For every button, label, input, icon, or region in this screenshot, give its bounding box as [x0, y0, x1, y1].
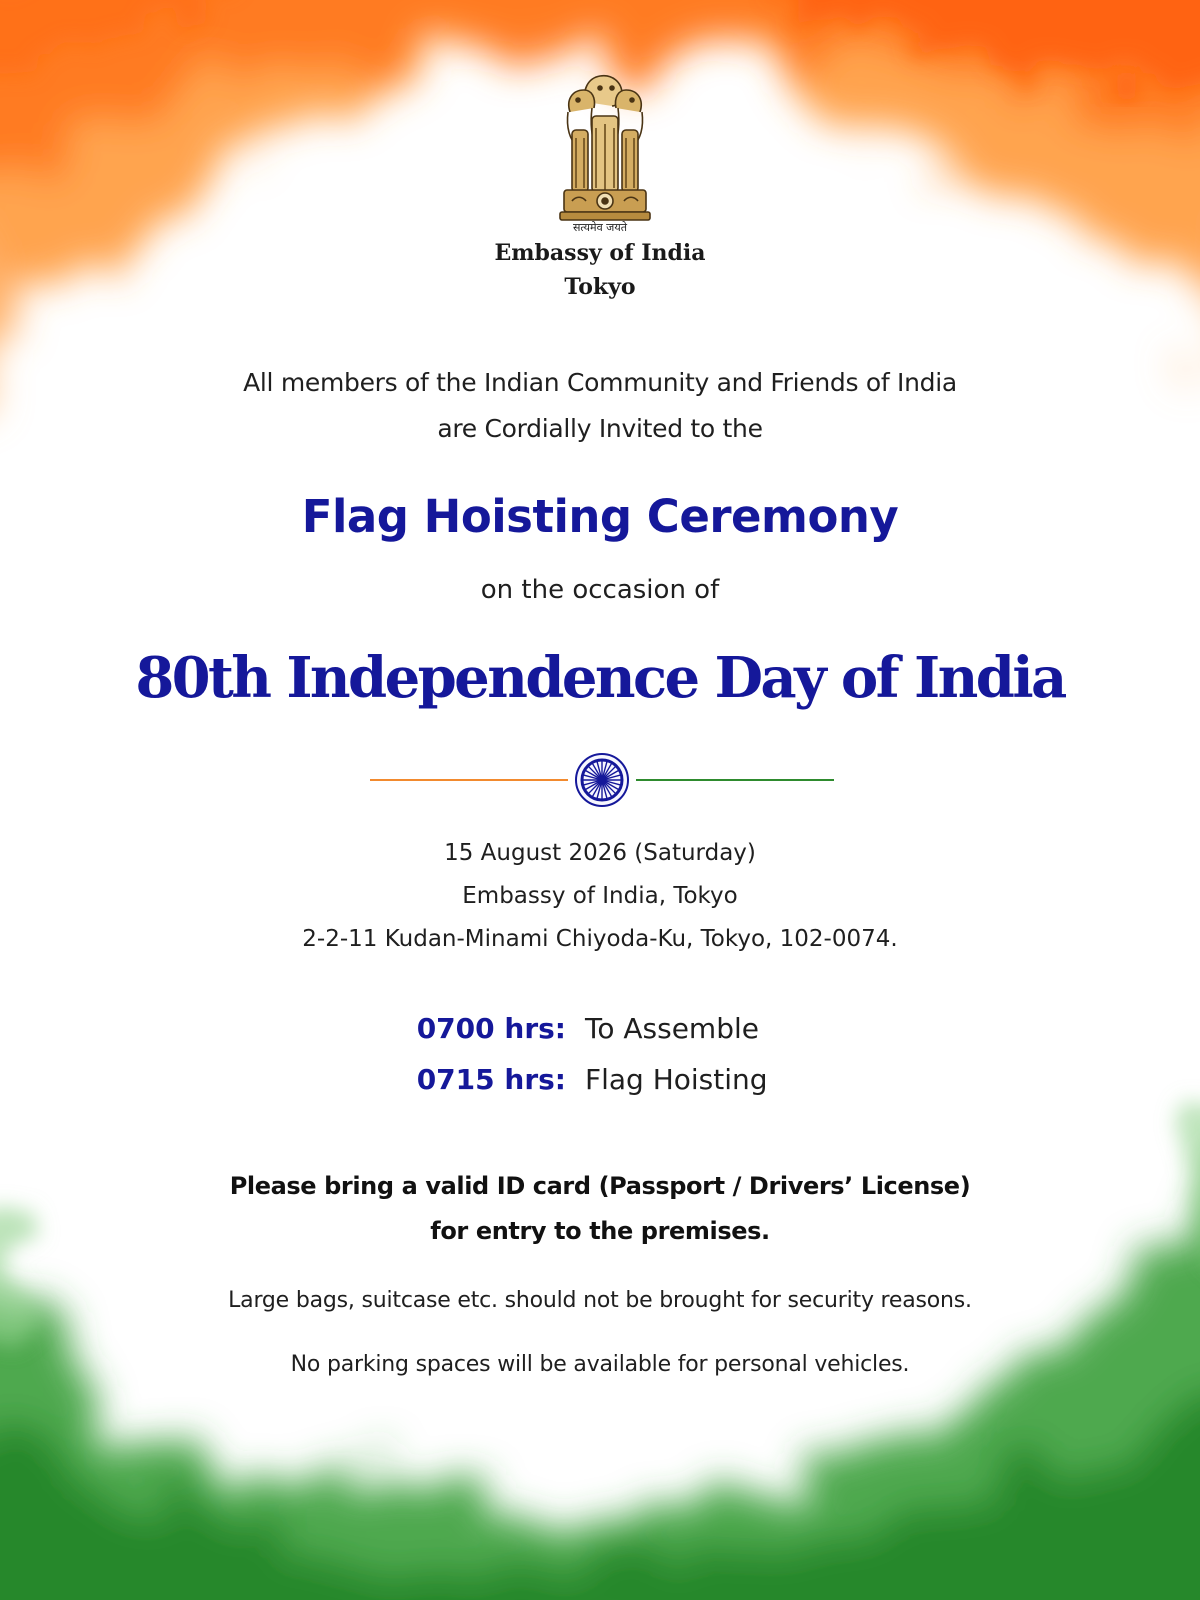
- event-venue: Embassy of India, Tokyo: [462, 883, 738, 909]
- schedule-time: 0700 hrs:: [416, 1012, 566, 1045]
- schedule-activity: Flag Hoisting: [585, 1063, 768, 1096]
- parking-note: No parking spaces will be available for personal vehicles.: [290, 1352, 910, 1377]
- event-address: 2-2-11 Kudan-Minami Chiyoda-Ku, Tokyo, 102-0074.: [302, 926, 898, 952]
- schedule-item: [0, 1063, 1200, 1103]
- emblem-motto: सत्यमेव जयते: [572, 221, 627, 234]
- event-title: Flag Hoisting Ceremony: [301, 490, 899, 543]
- event-date: 15 August 2026 (Saturday): [444, 840, 756, 866]
- ashoka-chakra-icon: [576, 754, 628, 806]
- invitation-line-2: are Cordially Invited to the: [437, 414, 763, 443]
- chakra-divider: [360, 750, 844, 810]
- schedule-time: 0715 hrs:: [416, 1063, 566, 1096]
- occasion-line: on the occasion of: [480, 575, 720, 605]
- embassy-city: Tokyo: [564, 274, 636, 300]
- schedule-activity: To Assemble: [585, 1012, 759, 1045]
- embassy-name: Embassy of India: [494, 240, 706, 266]
- state-emblem-icon: [556, 68, 654, 226]
- main-title: 80th Independence Day of India: [135, 645, 1065, 711]
- security-note: Large bags, suitcase etc. should not be brought for security reasons.: [228, 1288, 972, 1313]
- schedule-item: [0, 1012, 1200, 1052]
- id-requirement-line-2: for entry to the premises.: [430, 1217, 770, 1245]
- id-requirement-line-1: Please bring a valid ID card (Passport / Drivers’ License): [229, 1172, 971, 1200]
- invitation-line-1: All members of the Indian Community and Friends of India: [243, 368, 957, 397]
